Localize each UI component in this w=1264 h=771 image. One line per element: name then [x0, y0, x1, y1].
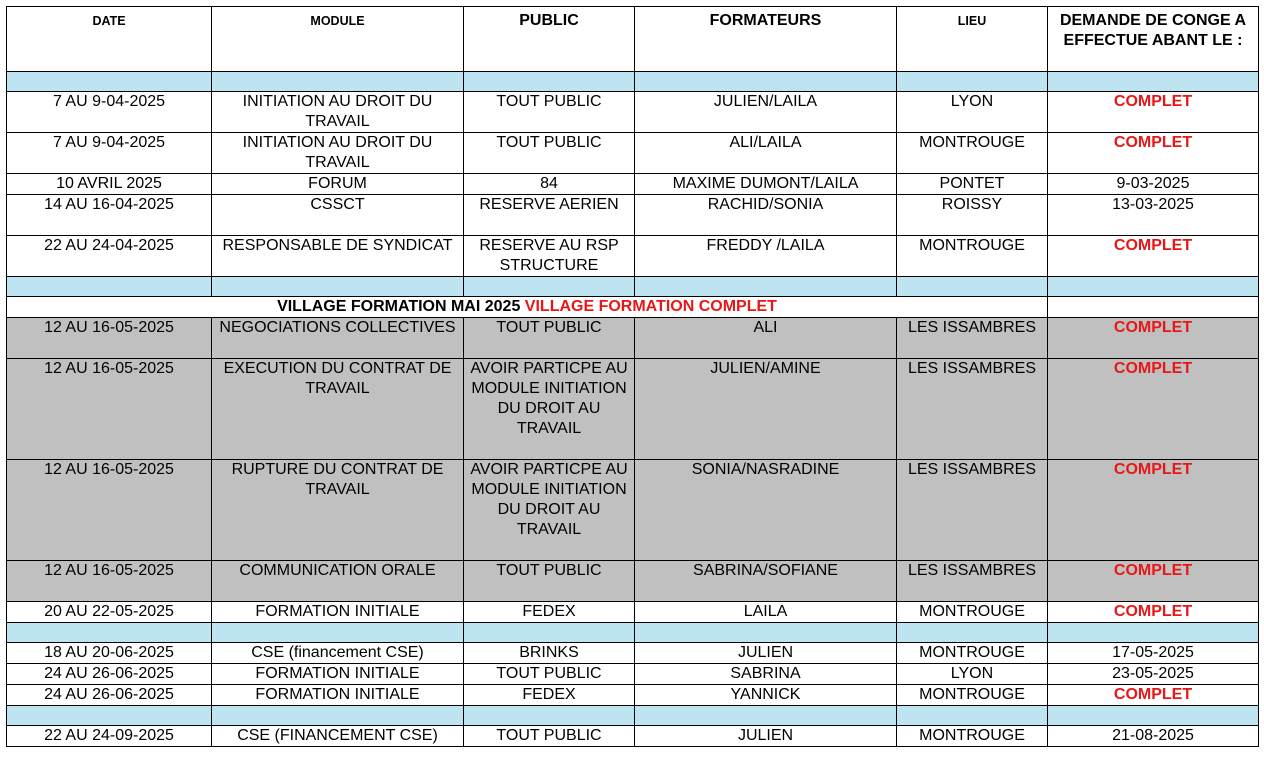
cell-date: 7 AU 9-04-2025 [7, 92, 212, 133]
cell-module: INITIATION AU DROIT DU TRAVAIL [212, 133, 464, 174]
village-empty-cell [1048, 297, 1259, 318]
cell-formateurs: FREDDY /LAILA [635, 236, 897, 277]
cell-public: TOUT PUBLIC [464, 664, 635, 685]
table-row [7, 460, 1259, 561]
table-row [7, 236, 1259, 277]
cell-module: FORMATION INITIALE [212, 664, 464, 685]
header-lieu: LIEU [897, 7, 1048, 72]
cell-date: 14 AU 16-04-2025 [7, 195, 212, 236]
cell-demande: COMPLET [1048, 359, 1259, 460]
table-row [7, 685, 1259, 706]
cell-module: COMMUNICATION ORALE [212, 561, 464, 602]
cell-lieu: PONTET [897, 174, 1048, 195]
table-row [7, 133, 1259, 174]
cell-public: TOUT PUBLIC [464, 318, 635, 359]
cell-formateurs: SABRINA/SOFIANE [635, 561, 897, 602]
cell-formateurs: JULIEN [635, 726, 897, 747]
cell-demande: COMPLET [1048, 318, 1259, 359]
cell-lieu: LYON [897, 664, 1048, 685]
cell-date: 24 AU 26-06-2025 [7, 685, 212, 706]
cell-formateurs: RACHID/SONIA [635, 195, 897, 236]
cell-demande: COMPLET [1048, 460, 1259, 561]
cell-date: 12 AU 16-05-2025 [7, 561, 212, 602]
cell-date: 12 AU 16-05-2025 [7, 318, 212, 359]
cell-module: CSSCT [212, 195, 464, 236]
cell-formateurs: LAILA [635, 602, 897, 623]
cell-module: INITIATION AU DROIT DU TRAVAIL [212, 92, 464, 133]
village-title: VILLAGE FORMATION MAI 2025 [277, 298, 521, 315]
cell-module: RESPONSABLE DE SYNDICAT [212, 236, 464, 277]
table-row [7, 602, 1259, 623]
table-row [7, 195, 1259, 236]
cell-lieu: LES ISSAMBRES [897, 318, 1048, 359]
cell-formateurs: JULIEN/LAILA [635, 92, 897, 133]
cell-module: CSE (financement CSE) [212, 643, 464, 664]
cell-demande: COMPLET [1048, 602, 1259, 623]
cell-formateurs: JULIEN/AMINE [635, 359, 897, 460]
cell-demande: 21-08-2025 [1048, 726, 1259, 747]
cell-formateurs: MAXIME DUMONT/LAILA [635, 174, 897, 195]
cell-public: FEDEX [464, 602, 635, 623]
cell-demande: 23-05-2025 [1048, 664, 1259, 685]
cell-date: 12 AU 16-05-2025 [7, 460, 212, 561]
cell-demande: 9-03-2025 [1048, 174, 1259, 195]
table-row [7, 174, 1259, 195]
cell-lieu: MONTROUGE [897, 685, 1048, 706]
cell-public: FEDEX [464, 685, 635, 706]
cell-module: RUPTURE DU CONTRAT DE TRAVAIL [212, 460, 464, 561]
table-row [7, 92, 1259, 133]
cell-public: RESERVE AU RSP STRUCTURE [464, 236, 635, 277]
header-row [7, 7, 1259, 72]
cell-demande: COMPLET [1048, 685, 1259, 706]
cell-date: 22 AU 24-04-2025 [7, 236, 212, 277]
cell-public: AVOIR PARTICPE AU MODULE INITIATION DU DROIT AU TRAVAIL [464, 460, 635, 561]
cell-public: RESERVE AERIEN [464, 195, 635, 236]
cell-public: TOUT PUBLIC [464, 726, 635, 747]
cell-public: BRINKS [464, 643, 635, 664]
cell-public: TOUT PUBLIC [464, 133, 635, 174]
cell-lieu: MONTROUGE [897, 236, 1048, 277]
cell-formateurs: ALI [635, 318, 897, 359]
cell-public: TOUT PUBLIC [464, 561, 635, 602]
header-public: PUBLIC [464, 7, 635, 72]
separator-row [7, 277, 1259, 297]
header-demande: DEMANDE DE CONGE A EFFECTUE ABANT LE : [1048, 7, 1259, 72]
cell-date: 18 AU 20-06-2025 [7, 643, 212, 664]
cell-demande: COMPLET [1048, 236, 1259, 277]
cell-date: 10 AVRIL 2025 [7, 174, 212, 195]
cell-formateurs: SABRINA [635, 664, 897, 685]
cell-lieu: MONTROUGE [897, 602, 1048, 623]
cell-formateurs: JULIEN [635, 643, 897, 664]
cell-demande: COMPLET [1048, 561, 1259, 602]
cell-lieu: ROISSY [897, 195, 1048, 236]
cell-public: 84 [464, 174, 635, 195]
table-row [7, 561, 1259, 602]
cell-lieu: MONTROUGE [897, 133, 1048, 174]
cell-date: 22 AU 24-09-2025 [7, 726, 212, 747]
cell-lieu: LES ISSAMBRES [897, 359, 1048, 460]
table-row [7, 643, 1259, 664]
cell-date: 12 AU 16-05-2025 [7, 359, 212, 460]
cell-module: CSE (FINANCEMENT CSE) [212, 726, 464, 747]
cell-module: NEGOCIATIONS COLLECTIVES [212, 318, 464, 359]
cell-lieu: MONTROUGE [897, 726, 1048, 747]
cell-module: EXECUTION DU CONTRAT DE TRAVAIL [212, 359, 464, 460]
cell-module: FORUM [212, 174, 464, 195]
cell-formateurs: ALI/LAILA [635, 133, 897, 174]
header-formateurs: FORMATEURS [635, 7, 897, 72]
separator-row [7, 623, 1259, 643]
cell-demande: COMPLET [1048, 92, 1259, 133]
village-status: VILLAGE FORMATION COMPLET [524, 298, 777, 315]
table-row [7, 359, 1259, 460]
header-module: MODULE [212, 7, 464, 72]
cell-date: 7 AU 9-04-2025 [7, 133, 212, 174]
village-title-row [7, 297, 1259, 318]
cell-demande: 13-03-2025 [1048, 195, 1259, 236]
table-row [7, 664, 1259, 685]
table-row [7, 318, 1259, 359]
table-row [7, 726, 1259, 747]
formation-schedule-table [6, 6, 1259, 747]
cell-lieu: LES ISSAMBRES [897, 460, 1048, 561]
cell-lieu: LES ISSAMBRES [897, 561, 1048, 602]
cell-lieu: LYON [897, 92, 1048, 133]
cell-module: FORMATION INITIALE [212, 602, 464, 623]
cell-date: 20 AU 22-05-2025 [7, 602, 212, 623]
cell-demande: 17-05-2025 [1048, 643, 1259, 664]
village-title-cell [7, 297, 1048, 318]
cell-demande: COMPLET [1048, 133, 1259, 174]
separator-row [7, 706, 1259, 726]
separator-row [7, 72, 1259, 92]
cell-module: FORMATION INITIALE [212, 685, 464, 706]
cell-public: AVOIR PARTICPE AU MODULE INITIATION DU DROIT AU TRAVAIL [464, 359, 635, 460]
cell-date: 24 AU 26-06-2025 [7, 664, 212, 685]
cell-public: TOUT PUBLIC [464, 92, 635, 133]
header-date: DATE [7, 7, 212, 72]
cell-lieu: MONTROUGE [897, 643, 1048, 664]
cell-formateurs: YANNICK [635, 685, 897, 706]
cell-formateurs: SONIA/NASRADINE [635, 460, 897, 561]
